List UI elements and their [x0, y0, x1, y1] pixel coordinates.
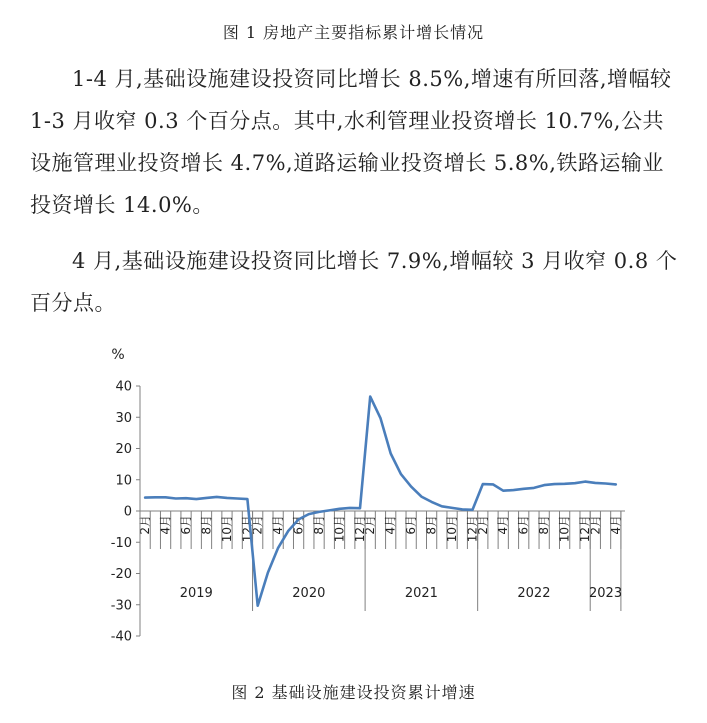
y-tick-label: 0 — [123, 504, 132, 520]
y-axis-ticks — [111, 380, 140, 645]
x-tick-label: 12月 — [578, 515, 593, 543]
x-tick-label: 6月 — [404, 515, 419, 535]
year-label: 2023 — [589, 586, 623, 601]
paragraph-infrastructure-april: 4 月,基础设施建设投资同比增长 7.9%,增幅较 3 月收窄 0.8 个百分点。 — [30, 249, 678, 315]
x-tick-label: 6月 — [291, 515, 306, 535]
x-axis-ticks — [138, 511, 623, 549]
y-tick-label: -20 — [110, 567, 132, 582]
x-tick-label: 2月 — [363, 515, 378, 535]
x-tick-label: 4月 — [158, 515, 173, 535]
x-tick-label: 8月 — [537, 515, 552, 535]
series-line — [145, 397, 616, 606]
y-tick-label: -10 — [110, 535, 132, 551]
x-tick-label: 2月 — [138, 515, 153, 535]
x-tick-label: 4月 — [383, 515, 398, 535]
x-tick-label: 10月 — [557, 515, 572, 543]
year-label: 2019 — [179, 586, 213, 601]
y-tick-label: -30 — [110, 598, 132, 614]
year-label: 2021 — [404, 586, 438, 601]
y-tick-label: 20 — [115, 442, 132, 457]
figure1-caption: 图 1 房地产主要指标累计增长情况 — [222, 23, 485, 42]
x-tick-label: 6月 — [179, 515, 194, 535]
infrastructure-investment-growth-chart — [0, 335, 707, 670]
y-tick-label: 10 — [115, 473, 132, 489]
y-tick-label: 40 — [115, 379, 132, 395]
year-label: 2020 — [292, 586, 326, 601]
x-tick-label: 10月 — [445, 515, 460, 543]
series-group — [145, 397, 616, 606]
x-tick-label: 10月 — [219, 515, 234, 543]
x-tick-label: 2月 — [475, 515, 490, 535]
x-tick-label: 8月 — [199, 515, 214, 535]
paragraph-infrastructure-jan-apr: 1-4 月,基础设施建设投资同比增长 8.5%,增速有所回落,增幅较 1-3 月收窄 0.3 个百分点。其中,水利管理业投资增长 10.7%,公共设施管理业投资增长 4.7%,道路运输业投资增长 5.8%,铁路运输业投资增长 14.0%。 — [30, 67, 672, 217]
x-tick-label: 10月 — [332, 515, 347, 543]
x-tick-label: 8月 — [424, 515, 439, 535]
x-tick-label: 2月 — [588, 515, 603, 535]
x-tick-label: 4月 — [608, 515, 623, 535]
y-tick-label: -40 — [110, 629, 132, 645]
x-tick-label: 4月 — [496, 515, 511, 535]
x-tick-label: 6月 — [516, 515, 531, 535]
x-tick-label: 12月 — [465, 515, 480, 543]
year-label: 2022 — [517, 586, 551, 601]
figure2-caption: 图 2 基础设施建设投资累计增速 — [231, 683, 476, 702]
y-axis-unit-label: % — [111, 347, 125, 363]
x-tick-label: 8月 — [312, 515, 327, 535]
y-tick-label: 30 — [115, 410, 132, 426]
x-tick-label: 12月 — [240, 515, 255, 543]
x-tick-label: 2月 — [250, 515, 265, 535]
x-tick-label: 12月 — [352, 515, 367, 543]
x-tick-label: 4月 — [271, 515, 286, 535]
